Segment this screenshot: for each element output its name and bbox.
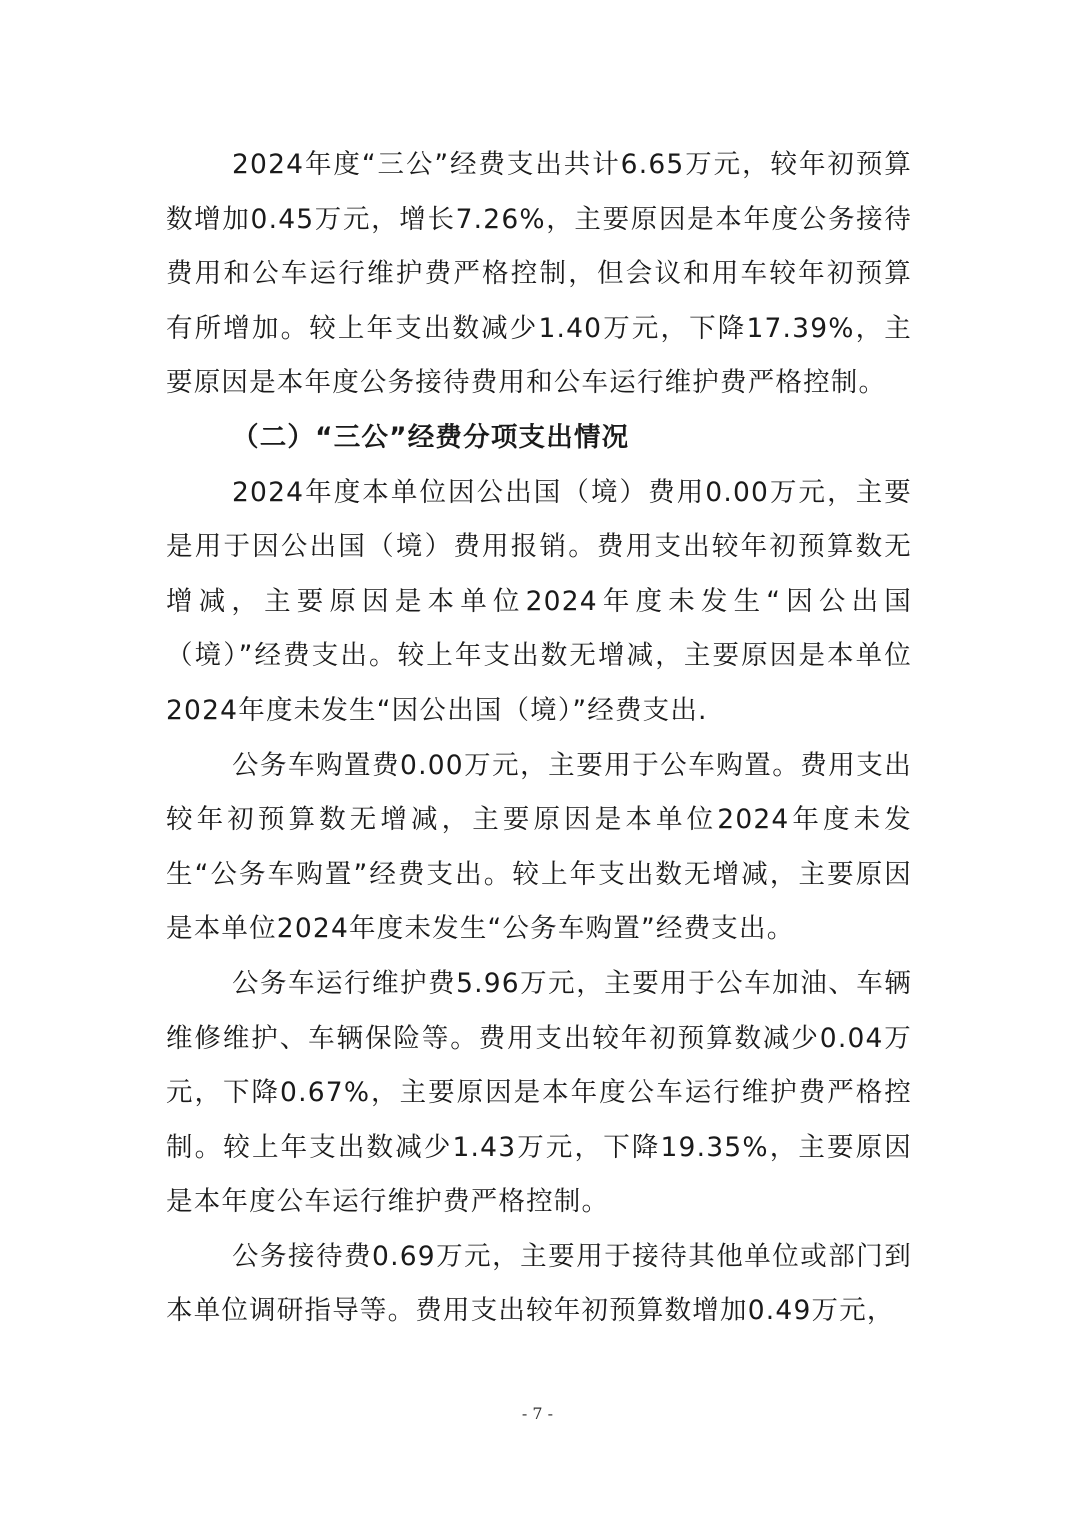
paragraph-total-summary: 2024年度“三公”经费支出共计6.65万元，较年初预算数增加0.45万元，增长7.26%，主要原因是本年度公务接待费用和公车运行维护费严格控制，但会议和用车较年初预算有所增加。较上年支出数减少1.40万元，下降17.39%，主要原因是本年度公务接待费用和公车运行维护费严格控制。 [166, 149, 912, 399]
section-heading: （二）“三公”经费分项支出情况 [232, 421, 630, 453]
paragraph-overseas-travel: 2024年度本单位因公出国（境）费用0.00万元，主要是用于因公出国（境）费用报销。费用支出较年初预算数无增减，主要原因是本单位2024年度未发生“因公出国（境）”经费支出。较上年支出数无增减，主要原因是本单位2024年度未发生“因公出国（境）”经费支出. [166, 476, 912, 726]
document-body [166, 138, 912, 1339]
page-number: - 7 - [521, 1404, 554, 1423]
paragraph-vehicle-purchase: 公务车购置费0.00万元，主要用于公车购置。费用支出较年初预算数无增减，主要原因是本单位2024年度未发生“公务车购置”经费支出。较上年支出数无增减，主要原因是本单位2024年度未发生“公务车购置”经费支出。 [166, 749, 912, 945]
paragraph-official-reception: 公务接待费0.69万元，主要用于接待其他单位或部门到本单位调研指导等。费用支出较年初预算数增加0.49万元， [166, 1240, 912, 1327]
paragraph-vehicle-maintenance: 公务车运行维护费5.96万元，主要用于公车加油、车辆维修维护、车辆保险等。费用支出较年初预算数减少0.04万元，下降0.67%，主要原因是本年度公车运行维护费严格控制。较上年支出数减少1.43万元，下降19.35%，主要原因是本年度公车运行维护费严格控制。 [166, 967, 912, 1218]
